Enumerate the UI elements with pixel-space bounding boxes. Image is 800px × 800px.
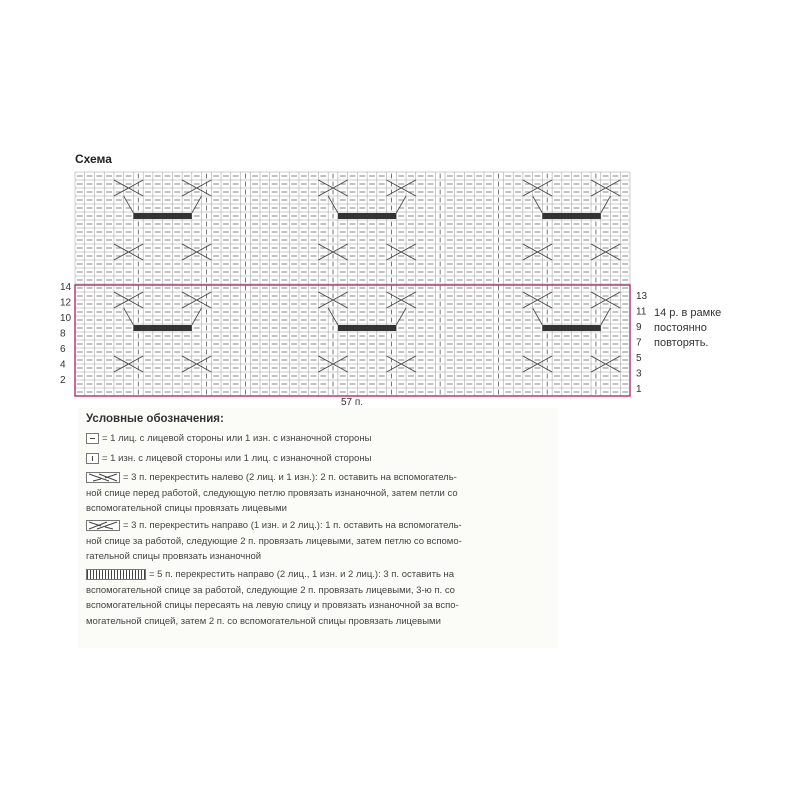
legend-text: вспомогательной спицы провязать лицевыми	[86, 503, 287, 514]
cable-diagonal	[396, 308, 406, 325]
legend-text: вспомогательной спицы пересаять на левую спицу и провязать изнаночной за вспо-	[86, 600, 459, 611]
chart-grid	[75, 172, 630, 396]
row-number-right: 1	[636, 384, 642, 395]
cable-diagonal	[124, 196, 134, 213]
legend-text: = 1 лиц. с лицевой стороны или 1 изн. с изнаночной стороны	[102, 433, 372, 444]
five-cross-bar	[338, 325, 396, 331]
chart-title: Схема	[75, 152, 112, 166]
cable-diagonal	[533, 308, 543, 325]
legend-title: Условные обозначения:	[86, 413, 224, 425]
legend-text: ной спице за работой, следующие 2 п. провязать лицевыми, затем петлю со вспомо-	[86, 535, 462, 547]
cable-diagonal	[124, 308, 134, 325]
legend-item-cross-left	[86, 470, 526, 517]
cable-diagonal	[192, 196, 202, 213]
repeat-note-line: постоянно	[654, 322, 707, 334]
legend-text: гательной спицы провязать изнаночной	[86, 551, 262, 562]
row-number-left: 12	[60, 297, 72, 309]
cable-diagonal	[601, 196, 611, 213]
legend-item-five-cross	[86, 567, 526, 629]
five-cross-icon	[86, 569, 146, 580]
cross-left-icon	[86, 472, 120, 483]
row-number-left: 4	[60, 359, 66, 371]
repeat-frame	[75, 285, 630, 396]
legend-text: могательной спицей, затем 2 п. со вспомогательной спицы провязать лицевыми	[86, 615, 441, 627]
row-number-left: 10	[60, 313, 72, 324]
row-numbers-right	[636, 291, 648, 395]
row-number-left: 2	[60, 375, 66, 386]
cross-right-icon	[86, 520, 120, 531]
legend-text: = 1 изн. с лицевой стороны или 1 лиц. с изнаночной стороны	[102, 453, 372, 464]
legend-item-purl	[86, 451, 526, 467]
row-number-right: 5	[636, 353, 642, 364]
legend-text: = 5 п. перекрестить направо (2 лиц., 1 изн. и 2 лиц.): 3 п. оставить на	[149, 569, 455, 580]
cable-diagonal	[601, 308, 611, 325]
legend-item-knit	[86, 431, 526, 447]
legend-text: ной спице перед работой, следующую петлю провязать изнаночной, затем петли со	[86, 487, 458, 499]
row-number-right: 3	[636, 368, 642, 380]
five-cross-bar	[338, 213, 396, 219]
dash-icon	[86, 433, 99, 444]
cable-diagonal	[533, 196, 543, 213]
five-cross-bar	[133, 325, 191, 331]
row-number-right: 13	[636, 291, 648, 302]
repeat-note-line: повторять.	[654, 337, 709, 349]
repeat-note-line: 14 р. в рамке	[654, 307, 722, 319]
row-number-left: 14	[60, 282, 72, 293]
bar-icon	[86, 453, 99, 464]
legend-item-cross-right	[86, 518, 526, 565]
cable-diagonal	[192, 308, 202, 325]
legend-text: = 3 п. перекрестить направо (1 изн. и 2 лиц.): 1 п. оставить на вспомогатель-	[123, 520, 462, 531]
repeat-note	[654, 306, 764, 351]
row-number-left: 8	[60, 328, 66, 340]
row-numbers-left	[60, 282, 72, 386]
row-number-right: 9	[636, 322, 642, 333]
cable-diagonal	[396, 196, 406, 213]
row-number-right: 7	[636, 337, 642, 349]
row-number-left: 6	[60, 344, 66, 355]
stitch-count-label: 57 п.	[340, 397, 364, 408]
five-cross-bar	[133, 213, 191, 219]
row-number-right: 11	[636, 306, 647, 318]
five-cross-bar	[542, 213, 600, 219]
legend-text: = 3 п. перекрестить налево (2 лиц. и 1 изн.): 2 п. оставить на вспомогатель-	[123, 472, 457, 483]
legend-text: вспомогательной спице за работой, следующие 2 п. провязать лицевыми, 3-ю п. со	[86, 584, 455, 596]
five-cross-bar	[542, 325, 600, 331]
